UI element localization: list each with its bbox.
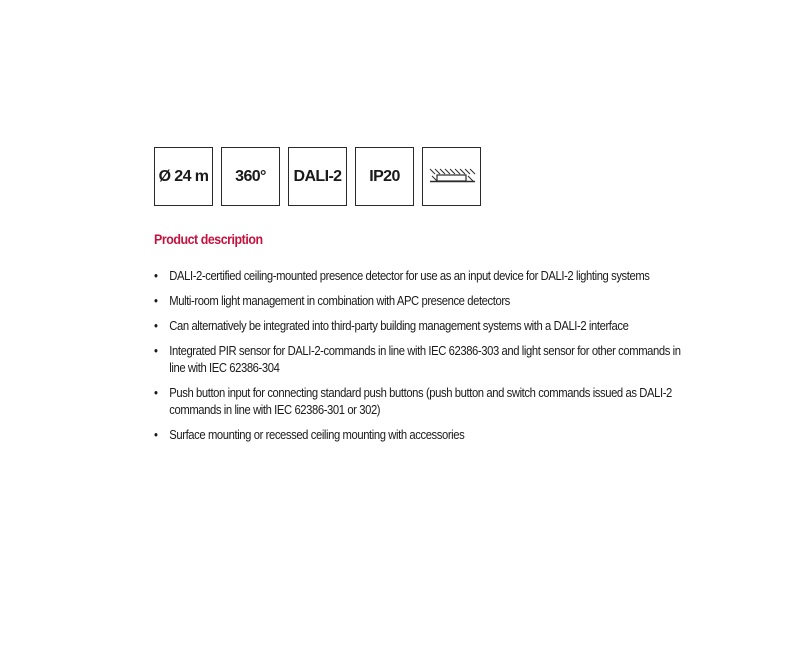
angle-label: 360° [235,167,266,185]
dali-label: DALI-2 [293,167,342,185]
section-title: Product description [154,232,263,247]
ip-label: IP20 [369,167,400,185]
dali-badge [288,147,347,206]
list-item: • Can alternatively be integrated into third-party building management systems with a DALI-2 interface [154,318,682,335]
ceiling-mount-icon [428,167,476,187]
list-item: • DALI-2-certified ceiling-mounted presence detector for use as an input device for DALI-2 lighting systems [154,268,682,285]
range-label: Ø 24 m [158,167,209,185]
list-item: • Push button input for connecting standard push buttons (push button and switch commands issued as DALI-2 commands in line with IEC 62386-301 or 302) [154,385,682,419]
range-badge [154,147,213,206]
feature-icons [154,147,481,206]
angle-badge [221,147,280,206]
ceiling-mount-badge [422,147,481,206]
description-list [154,268,714,452]
ip-badge [355,147,414,206]
list-item: • Integrated PIR sensor for DALI-2-commands in line with IEC 62386-303 and light sensor for other commands in line with IEC 62386-304 [154,343,682,377]
list-item: • Multi-room light management in combination with APC presence detectors [154,293,682,310]
list-item: • Surface mounting or recessed ceiling mounting with accessories [154,427,682,444]
